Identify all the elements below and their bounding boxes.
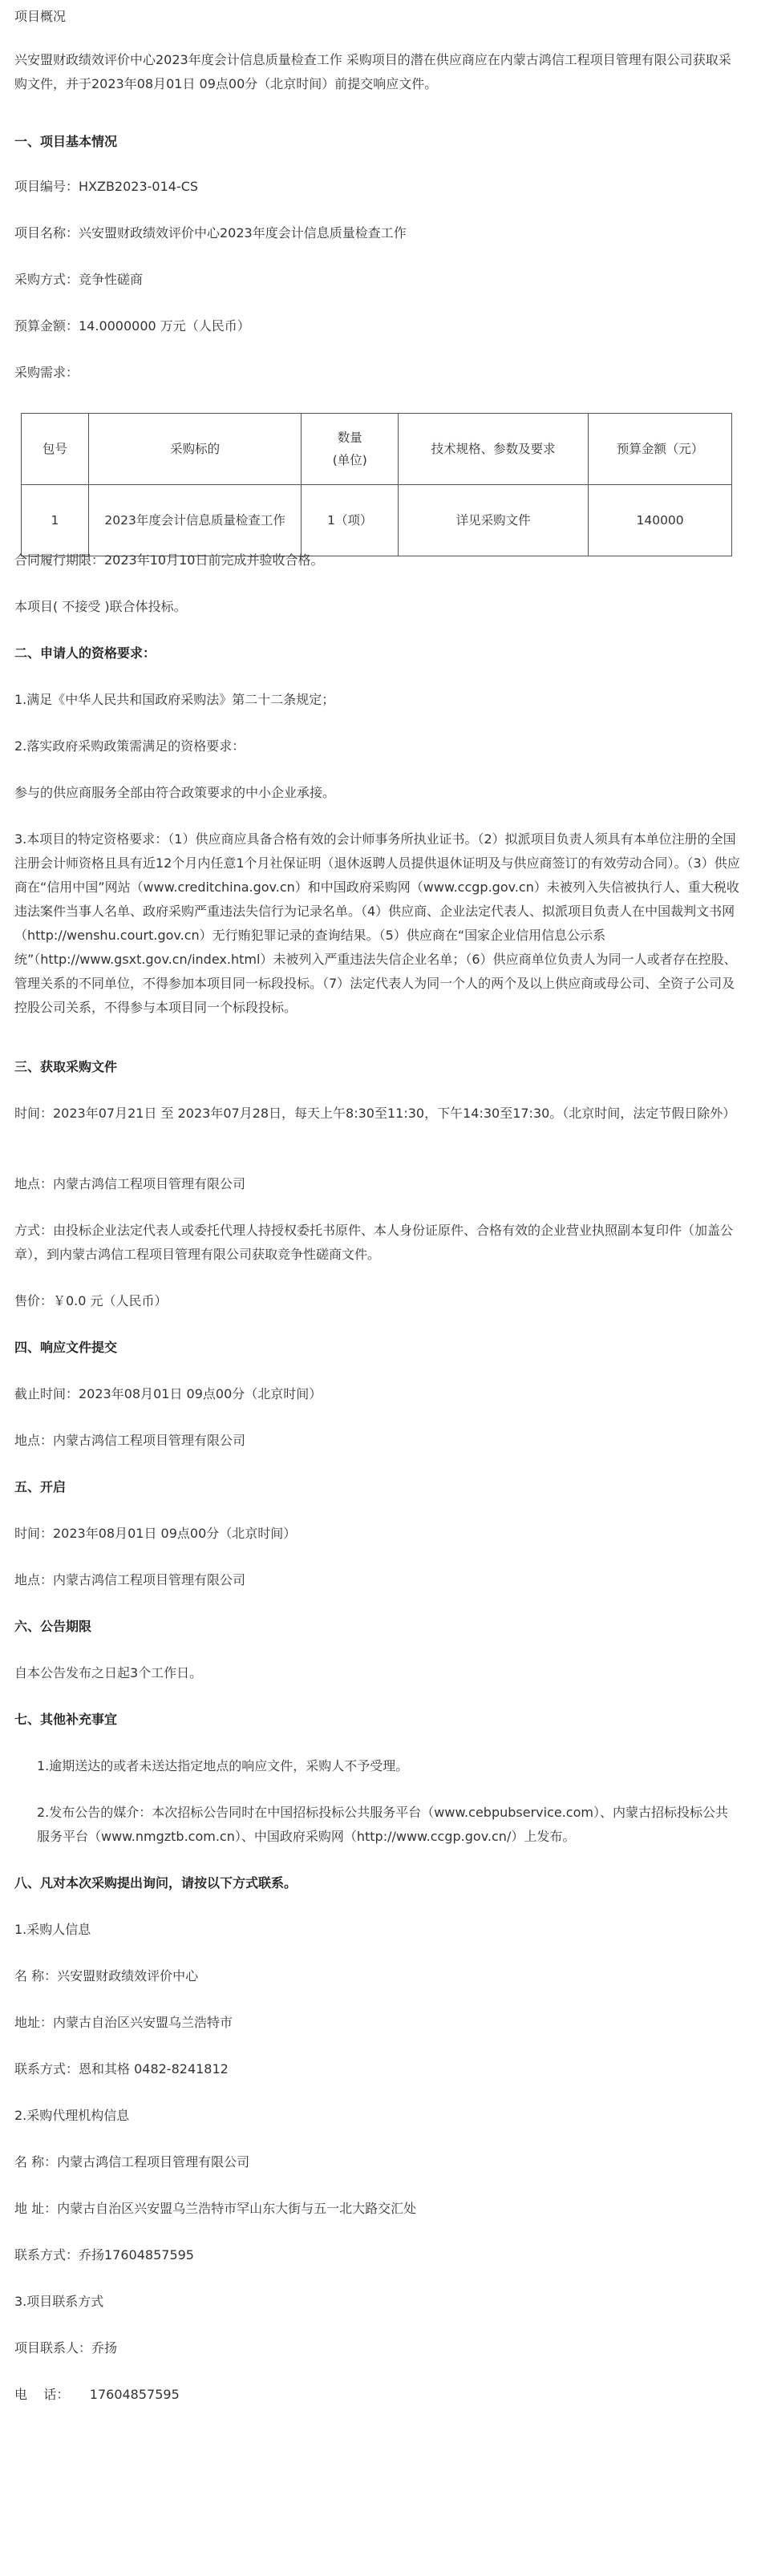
project-phone: 电 话： 17604857595: [14, 2387, 180, 2402]
submission-place: 地点：内蒙古鸿信工程项目管理有限公司: [14, 1433, 246, 1448]
requirements-label: 采购需求：: [14, 365, 79, 380]
budget-amount: 预算金额：14.0000000 万元（人民币）: [14, 318, 250, 334]
overview-title: 项目概况: [14, 9, 67, 24]
project-contact-person: 项目联系人：乔扬: [14, 2340, 118, 2356]
requirements-table: [21, 413, 732, 556]
project-contact-label: 3.项目联系方式: [14, 2294, 104, 2309]
submission-deadline: 截止时间：2023年08月01日 09点00分（北京时间）: [14, 1386, 322, 1401]
qualification-3: 3.本项目的特定资格要求：（1）供应商应具备合格有效的会计师事务所执业证书。（2）拟派项目负责人须具有本单位注册的全国注册会计师资格且具有近12个月内任意1个月社保证明（退休返聘人员提供退休证明及与供应商签订的有效劳动合同）。（3）供应商在“信用中国”网站（www.creditchina.gov.cn）和中国政府采购网（www.ccgp.gov.cn）未被列入失信被执行人、重大税收违法案件当事人名单、政府采购严重违法失信行为记录名单。（4）供应商、企业法定代表人、拟派项目负责人在中国裁判文书网（http://wenshu.court.gov.cn）无行贿犯罪记录的查询结果。（5）供应商在“国家企业信用信息公示系统”（http://www.gsxt.gov.cn/index.html）未被列入严重违法失信企业名单；（6）供应商单位负责人为同一人或者存在控股、管理关系的不同单位，不得参加本项目同一标段投标。（7）法定代表人为同一个人的两个及以上供应商或母公司、全资子公司及控股公司关系，不得参与本项目同一个标段投标。: [14, 831, 740, 1015]
section-4-title: 四、响应文件提交: [14, 1340, 118, 1355]
cell-item: 2023年度会计信息质量检查工作: [88, 485, 302, 556]
project-number: 项目编号：HXZB2023-014-CS: [14, 179, 199, 194]
table-header-row: [22, 414, 732, 485]
opening-time: 时间：2023年08月01日 09点00分（北京时间）: [14, 1526, 297, 1541]
acquire-place: 地点：内蒙古鸿信工程项目管理有限公司: [14, 1176, 246, 1191]
cell-quantity: 1（项）: [302, 485, 399, 556]
cell-budget: 140000: [589, 485, 732, 556]
section-2-title: 二、申请人的资格要求：: [14, 645, 156, 661]
supplement-2: 2.发布公告的媒介：本次招标公告同时在中国招标投标公共服务平台（www.cebpubservice.com）、内蒙古招标投标公共服务平台（www.nmgztb.com.cn）、中国政府采购网（http://www.ccgp.gov.cn/）上发布。: [37, 1805, 728, 1844]
agency-contact: 联系方式：乔扬17604857595: [14, 2247, 194, 2263]
header-item: 采购标的: [88, 414, 302, 485]
agency-name: 名 称：内蒙古鸿信工程项目管理有限公司: [14, 2154, 250, 2170]
header-spec: 技术规格、参数及要求: [399, 414, 589, 485]
section-1-title: 一、项目基本情况: [14, 134, 118, 149]
qualification-2: 2.落实政府采购政策需满足的资格要求：: [14, 738, 245, 754]
header-quantity: 数量 (单位): [302, 414, 399, 485]
qualification-1: 1.满足《中华人民共和国政府采购法》第二十二条规定；: [14, 692, 335, 707]
consortium-note: 本项目( 不接受 )联合体投标。: [14, 599, 187, 614]
supplement-1: 1.逾期送达的或者未送达指定地点的响应文件，采购人不予受理。: [37, 1758, 409, 1773]
purchaser-label: 1.采购人信息: [14, 1922, 91, 1937]
purchaser-contact: 联系方式：恩和其格 0482-8241812: [14, 2061, 229, 2077]
project-name: 项目名称：兴安盟财政绩效评价中心2023年度会计信息质量检查工作: [14, 225, 407, 241]
table-row: [22, 485, 732, 556]
procurement-method: 采购方式：竞争性磋商: [14, 272, 144, 287]
document-price: 售价：￥0.0 元（人民币）: [14, 1293, 168, 1308]
notice-period: 自本公告发布之日起3个工作日。: [14, 1665, 203, 1680]
section-8-title: 八、凡对本次采购提出询问，请按以下方式联系。: [14, 1875, 298, 1891]
overview-text: 兴安盟财政绩效评价中心2023年度会计信息质量检查工作 采购项目的潜在供应商应在内蒙古鸿信工程项目管理有限公司获取采购文件，并于2023年08月01日 09点00分（北京时间）前提交响应文件。: [14, 52, 731, 91]
cell-spec: 详见采购文件: [399, 485, 589, 556]
section-5-title: 五、开启: [14, 1479, 67, 1494]
purchaser-name: 名 称：兴安盟财政绩效评价中心: [14, 1968, 199, 1984]
header-package-no: 包号: [22, 414, 89, 485]
agency-address: 地 址：内蒙古自治区兴安盟乌兰浩特市罕山东大街与五一北大路交汇处: [14, 2201, 417, 2216]
acquire-method: 方式：由投标企业法定代表人或委托代理人持授权委托书原件、本人身份证原件、合格有效的企业营业执照副本复印件（加盖公章），到内蒙古鸿信工程项目管理有限公司获取竞争性磋商文件。: [14, 1223, 734, 1262]
agency-label: 2.采购代理机构信息: [14, 2108, 130, 2123]
opening-place: 地点：内蒙古鸿信工程项目管理有限公司: [14, 1572, 246, 1587]
cell-package-no: 1: [22, 485, 89, 556]
section-6-title: 六、公告期限: [14, 1619, 92, 1634]
contract-period: 合同履行期限：2023年10月10日前完成并验收合格。: [14, 552, 324, 568]
acquire-time: 时间：2023年07月21日 至 2023年07月28日，每天上午8:30至11:30，下午14:30至17:30。（北京时间，法定节假日除外）: [14, 1106, 736, 1121]
section-3-title: 三、获取采购文件: [14, 1059, 118, 1074]
header-budget: 预算金额（元）: [589, 414, 732, 485]
purchaser-address: 地址：内蒙古自治区兴安盟乌兰浩特市: [14, 2015, 233, 2030]
qualification-sme: 参与的供应商服务全部由符合政策要求的中小企业承接。: [14, 785, 336, 800]
section-7-title: 七、其他补充事宜: [14, 1712, 118, 1727]
